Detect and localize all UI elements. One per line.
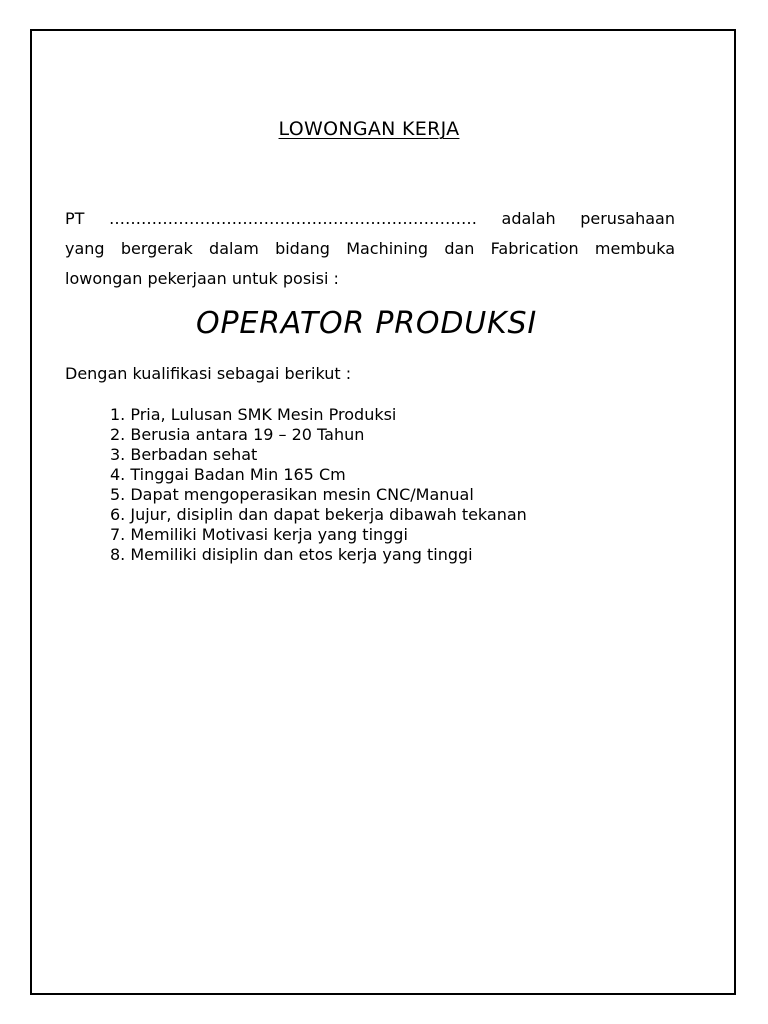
list-item-text: Pria, Lulusan SMK Mesin Produksi (130, 405, 397, 424)
intro-word: bidang (275, 239, 330, 258)
qualification-list (110, 405, 527, 565)
list-item-number: 2. (110, 425, 126, 444)
intro-line-3 (65, 264, 675, 294)
list-item-number: 6. (110, 505, 126, 524)
intro-paragraph (65, 204, 675, 294)
intro-word: PT (65, 209, 85, 228)
intro-word: dan (444, 239, 475, 258)
list-item-number: 8. (110, 545, 126, 564)
qualification-intro: Dengan kualifikasi sebagai berikut : (65, 364, 352, 383)
list-item-text: Berbadan sehat (130, 445, 258, 464)
list-item (110, 545, 527, 565)
list-item-text: Jujur, disiplin dan dapat bekerja dibawah tekanan (130, 505, 527, 524)
list-item (110, 525, 527, 545)
intro-word: perusahaan (580, 209, 675, 228)
intro-line-2 (65, 234, 675, 264)
list-item (110, 485, 527, 505)
list-item-text: Tinggai Badan Min 165 Cm (130, 465, 346, 484)
list-item-text: Dapat mengoperasikan mesin CNC/Manual (130, 485, 474, 504)
intro-word: Machining (346, 239, 429, 258)
list-item-text: Berusia antara 19 – 20 Tahun (130, 425, 365, 444)
intro-word: Fabrication (490, 239, 579, 258)
document-title: LOWONGAN KERJA (278, 118, 460, 140)
list-item-number: 3. (110, 445, 126, 464)
list-item-number: 7. (110, 525, 126, 544)
intro-word: bergerak (120, 239, 193, 258)
intro-word: yang (65, 239, 105, 258)
list-item (110, 425, 527, 445)
intro-word: adalah (501, 209, 556, 228)
list-item-number: 4. (110, 465, 126, 484)
list-item (110, 445, 527, 465)
list-item (110, 505, 527, 525)
list-item-text: Memiliki Motivasi kerja yang tinggi (130, 525, 408, 544)
list-item (110, 465, 527, 485)
intro-text: lowongan pekerjaan untuk posisi : (65, 269, 339, 288)
intro-line-1 (65, 204, 675, 234)
list-item-text: Memiliki disiplin dan etos kerja yang tinggi (130, 545, 473, 564)
intro-word: membuka (594, 239, 675, 258)
list-item-number: 1. (110, 405, 126, 424)
list-item (110, 405, 527, 425)
position-heading: OPERATOR PRODUKSI (196, 306, 537, 341)
intro-word: dalam (209, 239, 259, 258)
list-item-number: 5. (110, 485, 126, 504)
company-name-blank: …………………………………………………………… (108, 209, 477, 228)
